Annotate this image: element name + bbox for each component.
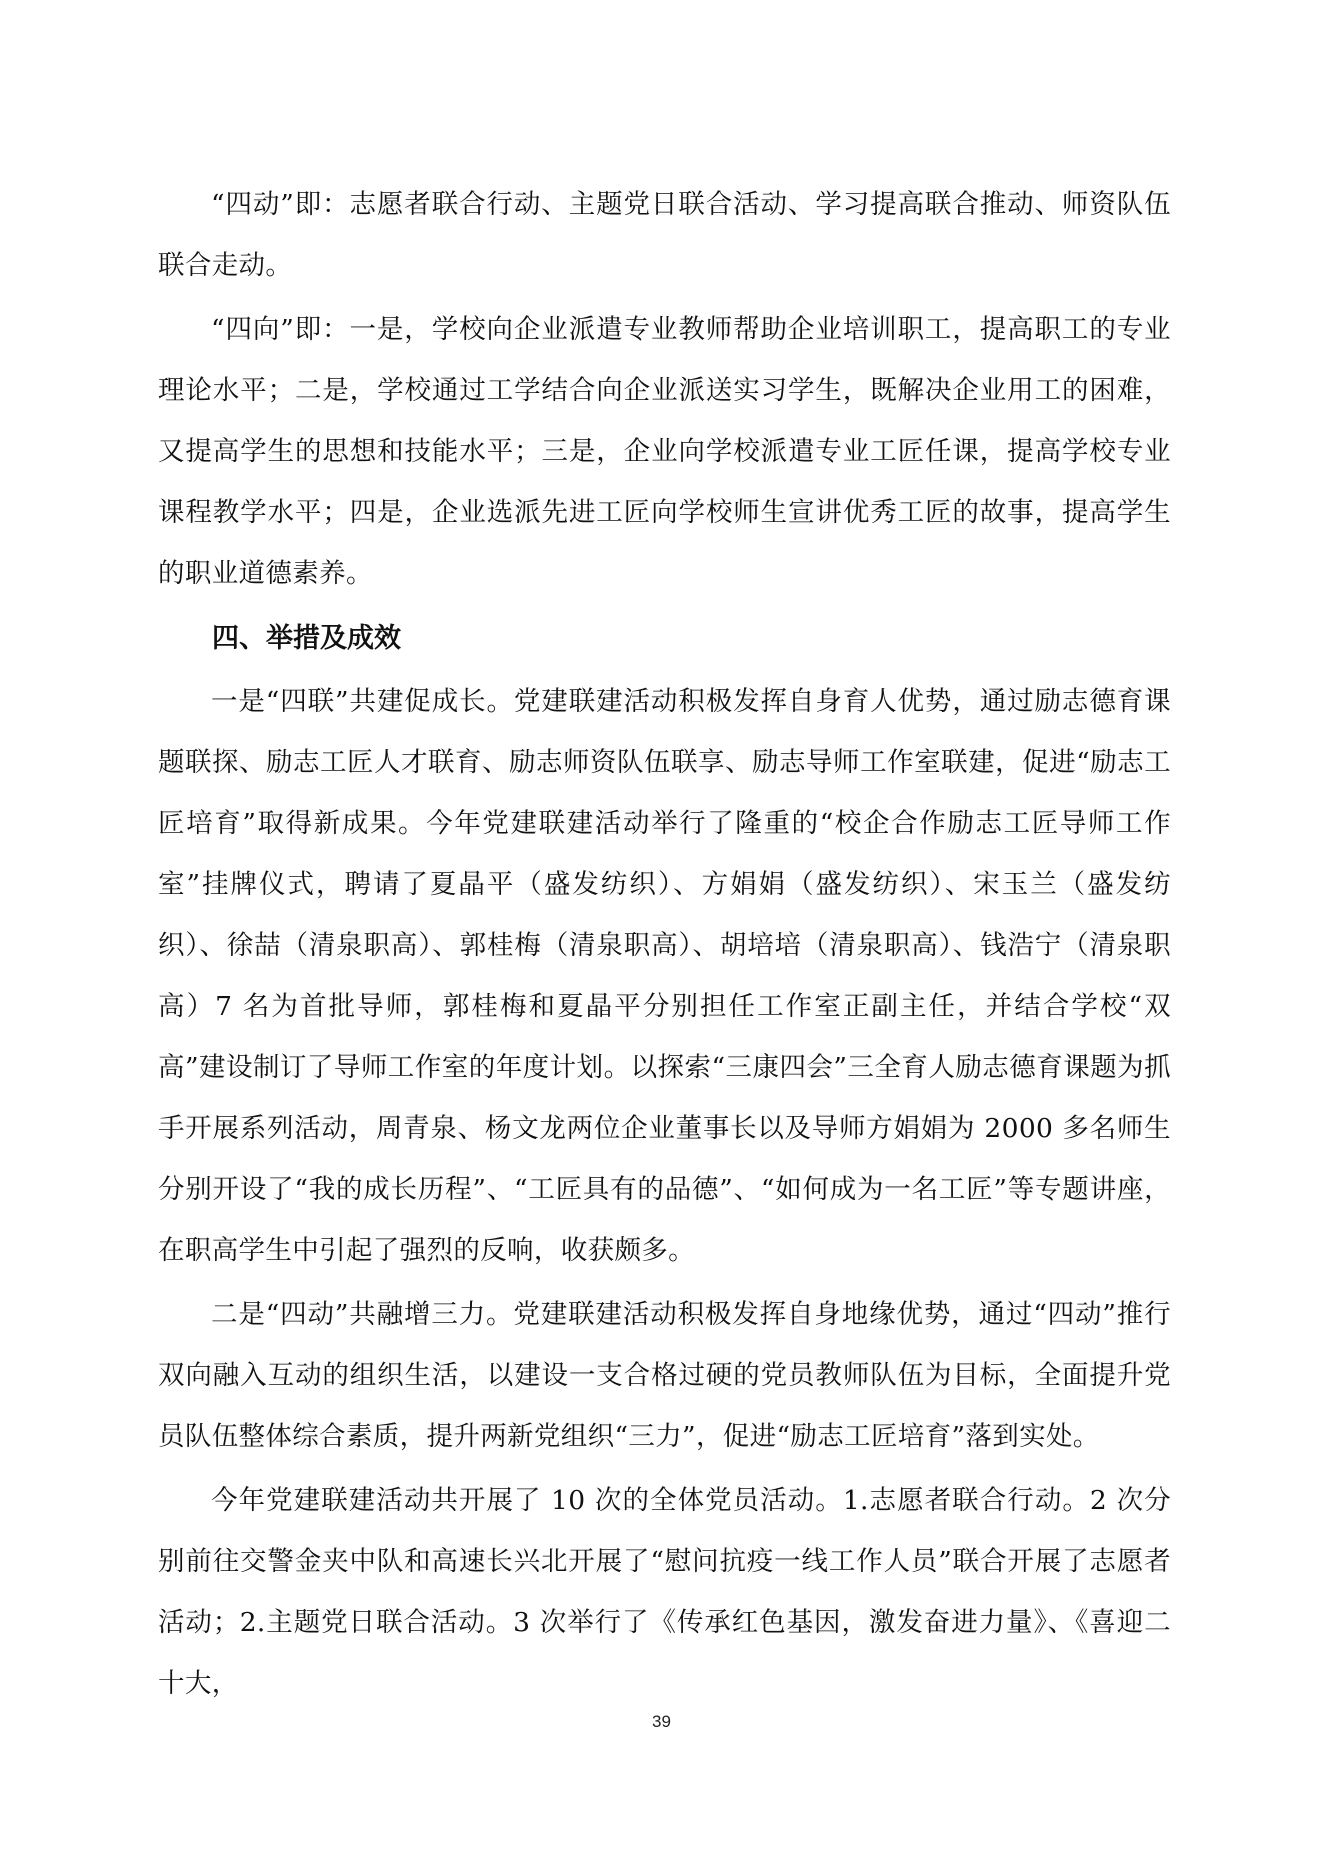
paragraph-si-dong-gongrong: 二是“四动”共融增三力。党建联建活动积极发挥自身地缘优势，通过“四动”推行双向融入互动的组织生活，以建设一支合格过硬的党员教师队伍为目标，全面提升党员队伍整体综合素质，提升两新党组织“三力”，促进“励志工匠培育”落到实处。 [158,1299,1171,1452]
page-number: 39 [652,1712,671,1731]
section-heading: 四、举措及成效 [212,623,401,654]
paragraph-si-xiang: “四向”即：一是，学校向企业派遣专业教师帮助企业培训职工，提高职工的专业理论水平；二是，学校通过工学结合向企业派送实习学生，既解决企业用工的困难，又提高学生的思想和技能水平；三是，企业向学校派遣专业工匠任课，提高学校专业课程教学水平；四是，企业选派先进工匠向学校师生宣讲优秀工匠的故事，提高学生的职业道德素养。 [158,314,1171,589]
paragraph-activities: 今年党建联建活动共开展了 10 次的全体党员活动。1.志愿者联合行动。2 次分别前往交警金夹中队和高速长兴北开展了“慰问抗疫一线工作人员”联合开展了志愿者活动；2.主题党日联合活动。3 次举行了《传承红色基因，激发奋进力量》、《喜迎二十大， [158,1485,1171,1699]
paragraph-si-lian: 一是“四联”共建促成长。党建联建活动积极发挥自身育人优势，通过励志德育课题联探、励志工匠人才联育、励志师资队伍联享、励志导师工作室联建，促进“励志工匠培育”取得新成果。今年党建联建活动举行了隆重的“校企合作励志工匠导师工作室”挂牌仪式，聘请了夏晶平（盛发纺织）、方娟娟（盛发纺织）、宋玉兰（盛发纺织）、徐喆（清泉职高）、郭桂梅（清泉职高）、胡培培（清泉职高）、钱浩宁（清泉职高）7 名为首批导师，郭桂梅和夏晶平分别担任工作室正副主任，并结合学校“双高”建设制订了导师工作室的年度计划。以探索“三康四会”三全育人励志德育课题为抓手开展系列活动，周青泉、杨文龙两位企业董事长以及导师方娟娟为 2000 多名师生分别开设了“我的成长历程”、“工匠具有的品德”、“如何成为一名工匠”等专题讲座，在职高学生中引起了强烈的反响，收获颇多。 [158,686,1171,1266]
paragraph-si-dong: “四动”即：志愿者联合行动、主题党日联合活动、学习提高联合推动、师资队伍联合走动。 [158,189,1171,281]
